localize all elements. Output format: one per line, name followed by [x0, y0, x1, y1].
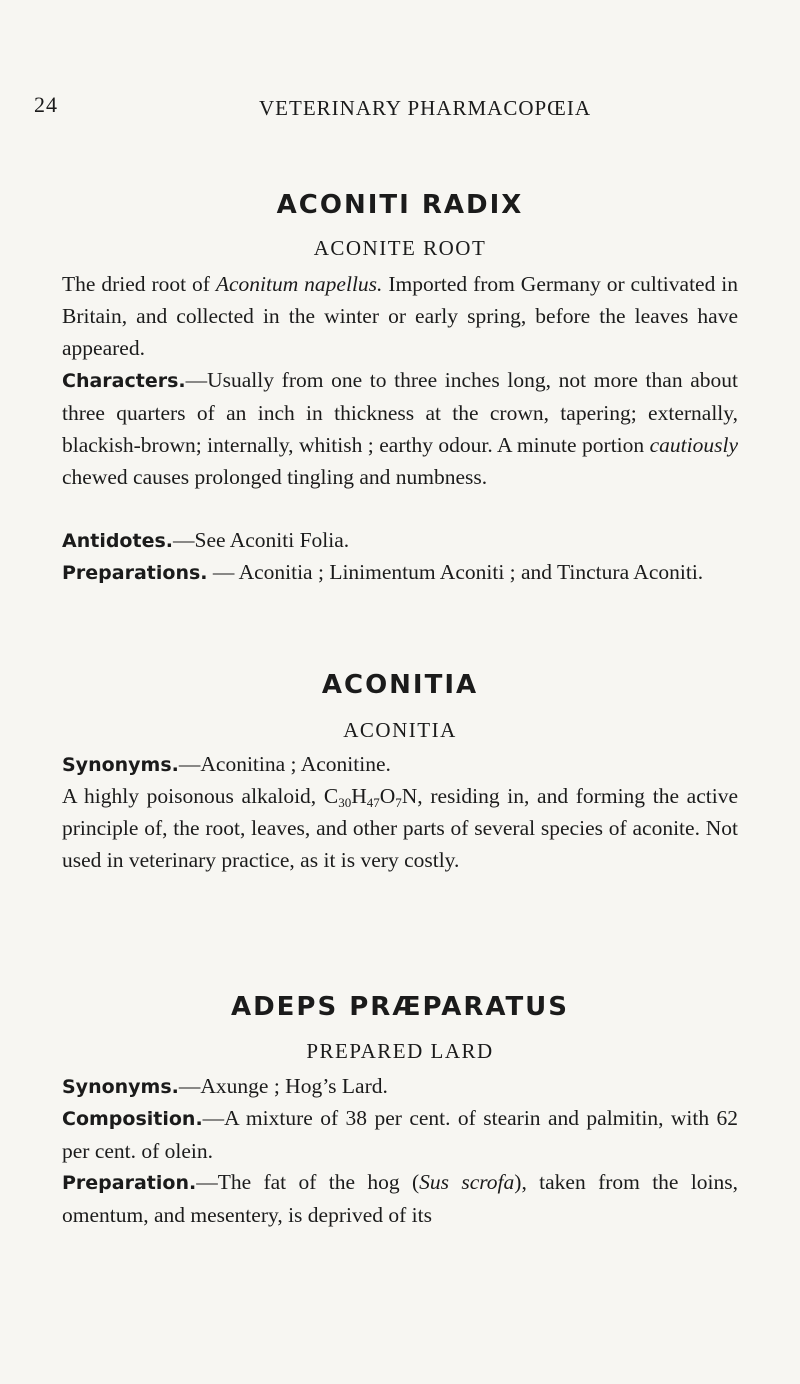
section-title-aconiti-radix: ACONITI RADIX	[276, 190, 524, 220]
formula-subscript-c: 30	[338, 795, 352, 810]
aconiti-preparations-paragraph	[62, 556, 738, 589]
characters-text-b: chewed causes prolonged tingling and numbness.	[62, 465, 488, 489]
synonyms-text: —Aconitina ; Aconitine.	[178, 752, 391, 776]
formula-h: H	[351, 784, 367, 808]
aconiti-intro-text-a: The dried root of	[62, 272, 216, 296]
aconitia-description-paragraph	[62, 780, 738, 876]
aconitia-desc-text-a: A highly poisonous alkaloid, C	[62, 784, 339, 808]
section-subtitle-prepared-lard: PREPARED LARD	[306, 1039, 494, 1063]
formula-o: O	[379, 784, 396, 808]
aconiti-antidotes-paragraph	[62, 524, 738, 557]
preparations-text: — Aconitia ; Linimentum Aconiti ; and Tinctura Aconiti.	[207, 560, 704, 584]
preparation-label: Preparation.	[62, 1172, 197, 1194]
synonyms-label: Synonyms.	[62, 1076, 179, 1098]
aconiti-intro-text-b: Imported from Germany or cultivated in Britain, and collected in the winter or early spring, before the leaves have appeared.	[62, 272, 738, 360]
preparations-label: Preparations.	[62, 562, 208, 584]
antidotes-label: Antidotes.	[62, 530, 173, 552]
characters-label: Characters.	[62, 370, 186, 392]
characters-italic: cautiously	[649, 433, 738, 457]
sus-scrofa-name: Sus scrofa	[419, 1170, 515, 1194]
running-title: VETERINARY PHARMACOPŒIA	[259, 96, 592, 120]
adeps-preparation-paragraph	[62, 1166, 738, 1231]
aconitia-desc-text-b: N, residing in, and forming the active principle of, the root, leaves, and other parts of several species of aconite. Not used in veterinary practice, as it is very costly.	[62, 784, 738, 872]
preparation-text-a: —The fat of the hog (	[196, 1170, 420, 1194]
formula-subscript-h: 47	[366, 795, 380, 810]
section-subtitle-aconitia: ACONITIA	[343, 718, 457, 742]
preparation-text-b: ), taken from the loins, omentum, and mesentery, is deprived of its	[62, 1170, 739, 1227]
aconiti-characters-paragraph	[62, 364, 738, 493]
composition-label: Composition.	[62, 1108, 203, 1130]
adeps-synonyms-paragraph	[62, 1070, 738, 1103]
section-title-adeps-praeparatus: ADEPS PRÆPARATUS	[230, 992, 570, 1022]
composition-text: —A mixture of 38 per cent. of stearin and palmitin, with 62 per cent. of olein.	[62, 1106, 738, 1163]
aconitum-species-name: Aconitum napellus.	[215, 272, 383, 296]
section-subtitle-aconite-root: ACONITE ROOT	[313, 236, 487, 260]
characters-text-a: —Usually from one to three inches long, not more than about three quarters of an inch in thickness at the crown, tapering; externally, blackish-brown; internally, whitish ; earthy odour. A minute portion	[62, 368, 738, 457]
formula-subscript-o: 7	[395, 795, 402, 810]
antidotes-text: —See Aconiti Folia.	[172, 528, 350, 552]
synonyms-text: —Axunge ; Hog’s Lard.	[178, 1074, 388, 1098]
aconiti-intro-paragraph	[62, 268, 738, 364]
synonyms-label: Synonyms.	[62, 754, 179, 776]
page-number: 24	[34, 92, 58, 117]
adeps-composition-paragraph	[62, 1102, 738, 1167]
section-title-aconitia: ACONITIA	[321, 670, 479, 700]
aconitia-synonyms-paragraph	[62, 748, 738, 781]
